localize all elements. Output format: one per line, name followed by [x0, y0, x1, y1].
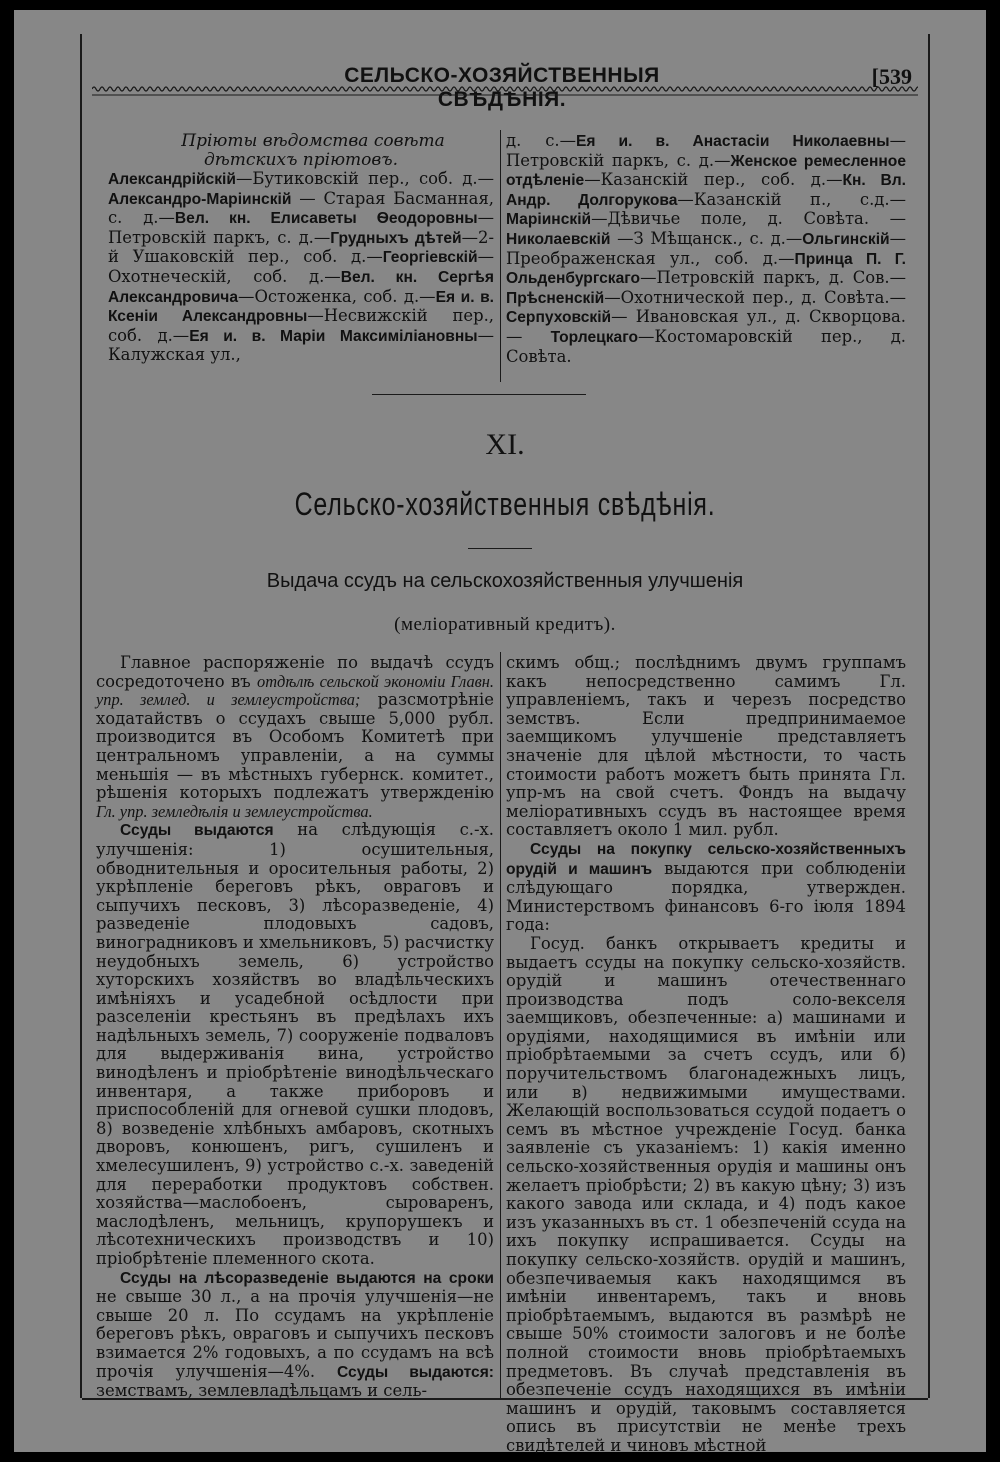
bold-term: Кн. Вл. Андр. Долгорукова	[506, 172, 906, 209]
section-rule-top	[372, 394, 586, 395]
bold-term: Принца П. Г. Ольденбургскаго	[506, 250, 906, 288]
page-frame	[80, 34, 930, 1455]
bold-term: Женское ремесленное отдѣленіе	[506, 152, 907, 190]
bold-term: Ссуды на покупку сельско-хозяйственныхъ орудій и машинъ	[506, 840, 906, 878]
italic-term: отдѣлѣ сельской экономіи Главн. упр. землед. и землеустройства;	[96, 671, 494, 710]
bold-term: Вел. кн. Сергѣя Александровича	[108, 268, 494, 306]
section-number: XI.	[485, 428, 525, 461]
bold-term: Грудныхъ дѣтей	[330, 229, 462, 247]
bold-term: Ольгинскій	[802, 230, 890, 248]
wavy-rule	[92, 84, 918, 96]
italic-term: Гл. упр. земледѣлія и землеустройства.	[96, 801, 373, 821]
page-number: [539	[871, 64, 912, 89]
bold-term: Георгіевскій	[382, 249, 478, 267]
bold-term: Александрійскій	[108, 171, 236, 188]
body-column-divider	[500, 652, 501, 1398]
article-title: Выдача ссудъ на сельскохозяйственныя улучшенія	[266, 570, 744, 592]
left-paragraph: Ссуды на лѣсоразведеніе выдаются на сроки не свыше 30 л., а на прочія улучшенія—не свыше 20 л. По ссудамъ на укрѣпленіе береговъ рѣкъ, овраговъ и сыпучихъ песковъ взимается 2% годовыхъ, а по ссудамъ на всѣ прочія улучшенія—4%. Ссуды выдаются: земствамъ, землевладѣльцамъ и сель-	[96, 1269, 494, 1401]
bold-term: Александро-Маріинскій	[108, 190, 292, 208]
article-subtitle: (меліоративный кредитъ).	[394, 614, 616, 635]
orphanages-left-paragraph: Александрійскій—Бутиковскій пер., соб. д.— Александро-Маріинскій — Старая Басманная, с. д.—Вел. кн. Елисаветы Ѳеодоровны—Петровскій паркъ, с. д.—Грудныхъ дѣтей—2-й Ушаковскій пер., соб. д.—Георгіевскій—Охотнеческій, соб. д.—Вел. кн. Сергѣя Александровича—Остоженка, соб. д.—Ея и. в. Ксеніи Александровны—Несвижскій пер., соб. д.—Ея и. в. Маріи Максиміліановны—Калужская ул.,	[108, 169, 494, 365]
bold-term: Маріинскій	[506, 211, 592, 229]
bold-term: Ея и. в. Маріи Максиміліановны	[189, 327, 478, 345]
bold-term: Ссуды выдаются	[120, 822, 274, 840]
top-column-divider	[500, 130, 501, 382]
article-left-column	[96, 654, 494, 1401]
right-paragraph: скимъ общ.; послѣднимъ двумъ группамъ какъ непосредственно самимъ Гл. управленіемъ, такъ и черезъ посредство земствъ. Если предпринимаемое заемщикомъ улучшеніе представляетъ значеніе для цѣлой мѣстности, то часть стоимости работъ можетъ быть принята Гл. упр-мъ на свой счетъ. Фондъ на выдачу меліоративныхъ ссудъ въ настоящее время составляетъ около 1 мил. рубл.	[506, 653, 906, 840]
bold-term: Ея и. в. Ксеніи Александровны	[108, 288, 494, 326]
page	[14, 10, 986, 1455]
article-right-column	[506, 654, 906, 1456]
orphanages-right-column	[506, 132, 906, 366]
orphanages-left-column	[108, 132, 494, 365]
bold-term: Серпуховскій	[506, 309, 612, 327]
left-paragraph: Ссуды выдаются на слѣдующія с.-х. улучшенія: 1) осушительныя, обводнительныя и оросительныя работы, 2) укрѣпленіе береговъ рѣкъ, овраговъ и сыпучихъ песковъ, 3) лѣсоразведеніе, 4) разведеніе плодовыхъ садовъ, виноградниковъ и хмельниковъ, 5) расчистку неудобныхъ земель, 6) устройство хуторскихъ хозяйствъ во владѣльческихъ имѣніяхъ и усадебной осѣдлости при разселеніи крестьянъ въ предѣлахъ ихъ надѣльныхъ земель, 7) сооруженіе подваловъ для выдерживанія вина, устройство винодѣленъ и пріобрѣтеніе винодѣльческаго инвентаря, а также приборовъ и приспособленій для огневой сушки плодовъ, 8) возведеніе хлѣбныхъ амбаровъ, скотныхъ дворовъ, конюшенъ, ригъ, сушиленъ и хмелесушиленъ, 9) устройство с.-х. заведеній для переработки продуктовъ собствен. хозяйства—маслобоенъ, сыроваренъ, маслодѣленъ, мельницъ, крупорушекъ и лѣсотехническихъ производствъ и 10) пріобрѣтеніе племенного скота.	[96, 820, 494, 1268]
right-paragraph: Госуд. банкъ открываетъ кредиты и выдаетъ ссуды на покупку сельско-хозяйств. орудій и машинъ отечественнаго производства подъ соло-векселя заемщиковъ, обезпеченные: а) машинами и орудіями, находящимися въ имѣніи или пріобрѣтаемыми за счетъ ссудъ, или б) поручительствомъ благонадежныхъ лицъ, или в) недвижимыми имуществами. Желающій воспользоваться ссудой подаетъ о семъ въ мѣстное учрежденіе Госуд. банка заявленіе съ указаніемъ: 1) какія именно сельско-хозяйственныя орудія и машины онъ желаетъ пріобрѣсти; 2) въ какую цѣну; 3) изъ какого завода или склада, и 4) подъ какое изъ указанныхъ въ ст. 1 обезпеченій ссуда на ихъ покупку испрашивается. Ссуды на покупку сельско-хозяйств. орудій и машинъ, обезпечиваемыя какъ находящимся въ имѣніи инвентаремъ, такъ и вновь пріобрѣтаемымъ, выдаются въ размѣрѣ не свыше 50% стоимости залоговъ и не болѣе полной стоимости вновь пріобрѣтаемыхъ предметовъ. Въ случаѣ представленія въ обезпеченіе ссудъ находящихся въ имѣніи машинъ и орудій, таковымъ составляется опись въ присутствіи не менѣе трехъ свидѣтелей и чиновъ мѣстной	[506, 933, 906, 1455]
bold-term: Ея и. в. Анастасіи Николаевны	[576, 133, 890, 150]
section-rule-bottom	[468, 548, 532, 549]
running-head-title: СЕЛЬСКО-ХОЗЯЙСТВЕННЫЯ СВѢДѢНІЯ.	[344, 64, 660, 111]
bold-term: Вел. кн. Елисаветы Ѳеодоровны	[174, 210, 478, 228]
orphanages-right-paragraph: д. с.—Ея и. в. Анастасіи Николаевны—Петровскій паркъ, с. д.—Женское ремесленное отдѣленіе—Казанскій пер., соб. д.—Кн. Вл. Андр. Долгорукова—Казанскій п., с.д.—Маріинскій—Дѣвичье поле, д. Совѣта. — Николаевскій —З Мѣщанск., с. д.—Ольгинскій—Преображенская ул., соб. д.—Принца П. Г. Ольденбургскаго—Петровскій паркъ, д. Сов.—Прѣсненскій—Охотнической пер., д. Совѣта.—Серпуховскій— Ивановская ул., д. Скворцова. — Торлецкаго—Костомаровскій пер., д. Совѣта.	[506, 131, 907, 366]
bold-term: Ссуды выдаются:	[337, 1363, 494, 1381]
left-paragraph: Главное распоряженіе по выдачѣ ссудъ сосредоточено въ отдѣлѣ сельской экономіи Главн. упр. землед. и землеустройства; разсмотрѣніе ходатайствъ о ссудахъ свыше 5,000 рубл. производится въ Особомъ Комитетѣ при центральномъ управленіи, а на суммы меньшія — въ мѣстныхъ губернск. комитет., рѣшенія которыхъ подлежатъ утвержденію Гл. упр. земледѣлія и землеустройства.	[96, 653, 494, 821]
bold-term: Ссуды на лѣсоразведеніе выдаются на сроки	[120, 1269, 494, 1287]
bold-term: Николаевскій	[506, 230, 611, 248]
bottom-rule	[82, 1398, 928, 1400]
orphanages-heading: Пріюты вѣдомства совѣта дѣтскихъ пріютовъ.	[181, 131, 445, 170]
right-paragraph: Ссуды на покупку сельско-хозяйственныхъ орудій и машинъ выдаются при соблюденіи слѣдующаго порядка, утвержден. Министерствомъ финансовъ 6-го іюля 1894 года:	[506, 840, 906, 935]
bold-term: Торлецкаго	[550, 328, 639, 346]
section-title: Сельско-хозяйственныя свѣдѣнія.	[294, 486, 716, 522]
bold-term: Прѣсненскій	[506, 289, 605, 307]
